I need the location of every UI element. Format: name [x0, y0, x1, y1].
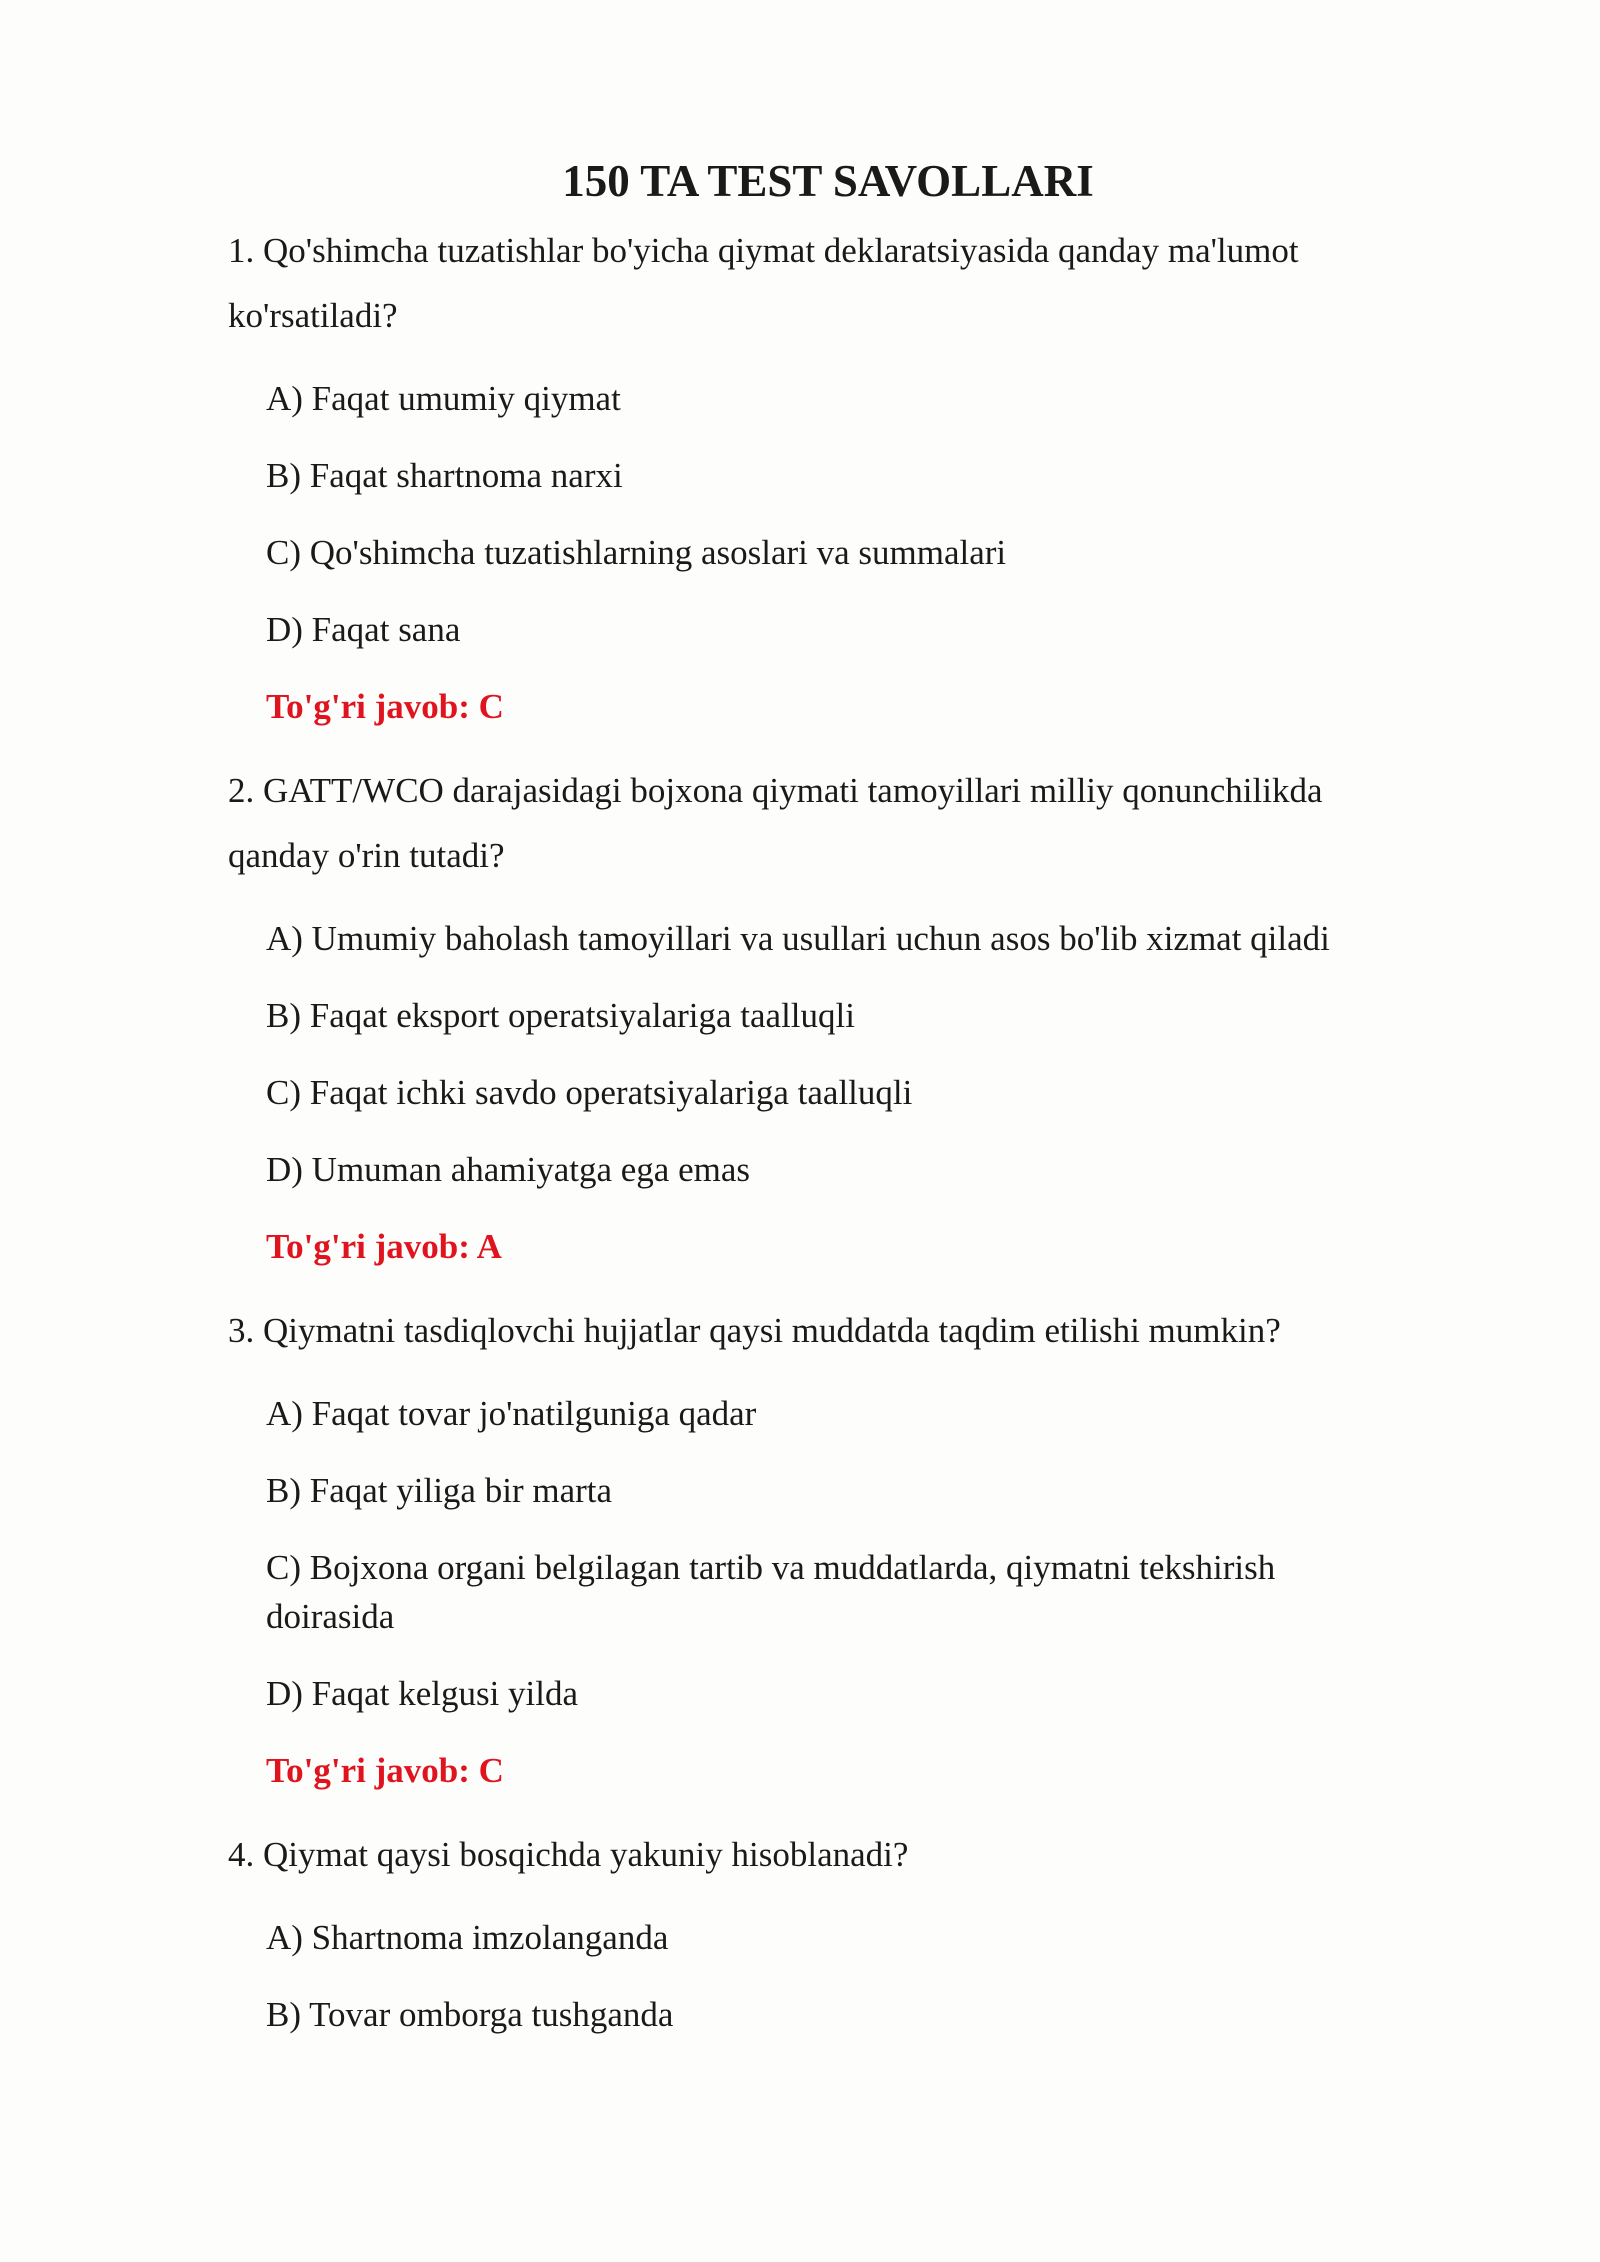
- option-a: A) Faqat umumiy qiymat: [266, 379, 621, 418]
- option-b: B) Faqat eksport operatsiyalariga taalluqli: [266, 996, 855, 1035]
- options-list: [228, 374, 1408, 654]
- option-b: B) Faqat yiliga bir marta: [266, 1471, 613, 1510]
- question-1: [228, 218, 1408, 731]
- question-4: [228, 1822, 1408, 2039]
- option-a: A) Shartnoma imzolanganda: [266, 1918, 669, 1957]
- question-text: 1. Qo'shimcha tuzatishlar bo'yicha qiymat deklaratsiyasida qanday ma'lumot ko'rsatiladi?: [228, 231, 1299, 335]
- question-text: 2. GATT/WCO darajasidagi bojxona qiymati tamoyillari milliy qonunchilikda qanday o'rin tutadi?: [228, 771, 1323, 875]
- options-list: [228, 914, 1408, 1194]
- document-page: [228, 148, 1408, 2067]
- page-title: 150 TA TEST SAVOLLARI: [562, 156, 1094, 206]
- question-2: [228, 758, 1408, 1271]
- question-text: 3. Qiymatni tasdiqlovchi hujjatlar qaysi muddatda taqdim etilishi mumkin?: [228, 1311, 1281, 1350]
- option-c: C) Bojxona organi belgilagan tartib va muddatlarda, qiymatni tekshirish doirasida: [266, 1548, 1276, 1636]
- correct-answer: To'g'ri javob: C: [266, 687, 504, 726]
- option-a: A) Faqat tovar jo'natilguniga qadar: [266, 1394, 757, 1433]
- options-list: [228, 1389, 1408, 1718]
- option-a: A) Umumiy baholash tamoyillari va usullari uchun asos bo'lib xizmat qiladi: [266, 919, 1330, 958]
- correct-answer: To'g'ri javob: C: [266, 1751, 504, 1790]
- option-c: C) Faqat ichki savdo operatsiyalariga taalluqli: [266, 1073, 913, 1112]
- options-list: [228, 1913, 1408, 2039]
- question-3: [228, 1298, 1408, 1795]
- option-b: B) Faqat shartnoma narxi: [266, 456, 623, 495]
- option-b: B) Tovar omborga tushganda: [266, 1995, 674, 2034]
- question-text: 4. Qiymat qaysi bosqichda yakuniy hisoblanadi?: [228, 1835, 909, 1874]
- correct-answer: To'g'ri javob: A: [266, 1227, 502, 1266]
- option-d: D) Umuman ahamiyatga ega emas: [266, 1150, 750, 1189]
- option-d: D) Faqat kelgusi yilda: [266, 1674, 579, 1713]
- option-c: C) Qo'shimcha tuzatishlarning asoslari va summalari: [266, 533, 1007, 572]
- option-d: D) Faqat sana: [266, 610, 461, 649]
